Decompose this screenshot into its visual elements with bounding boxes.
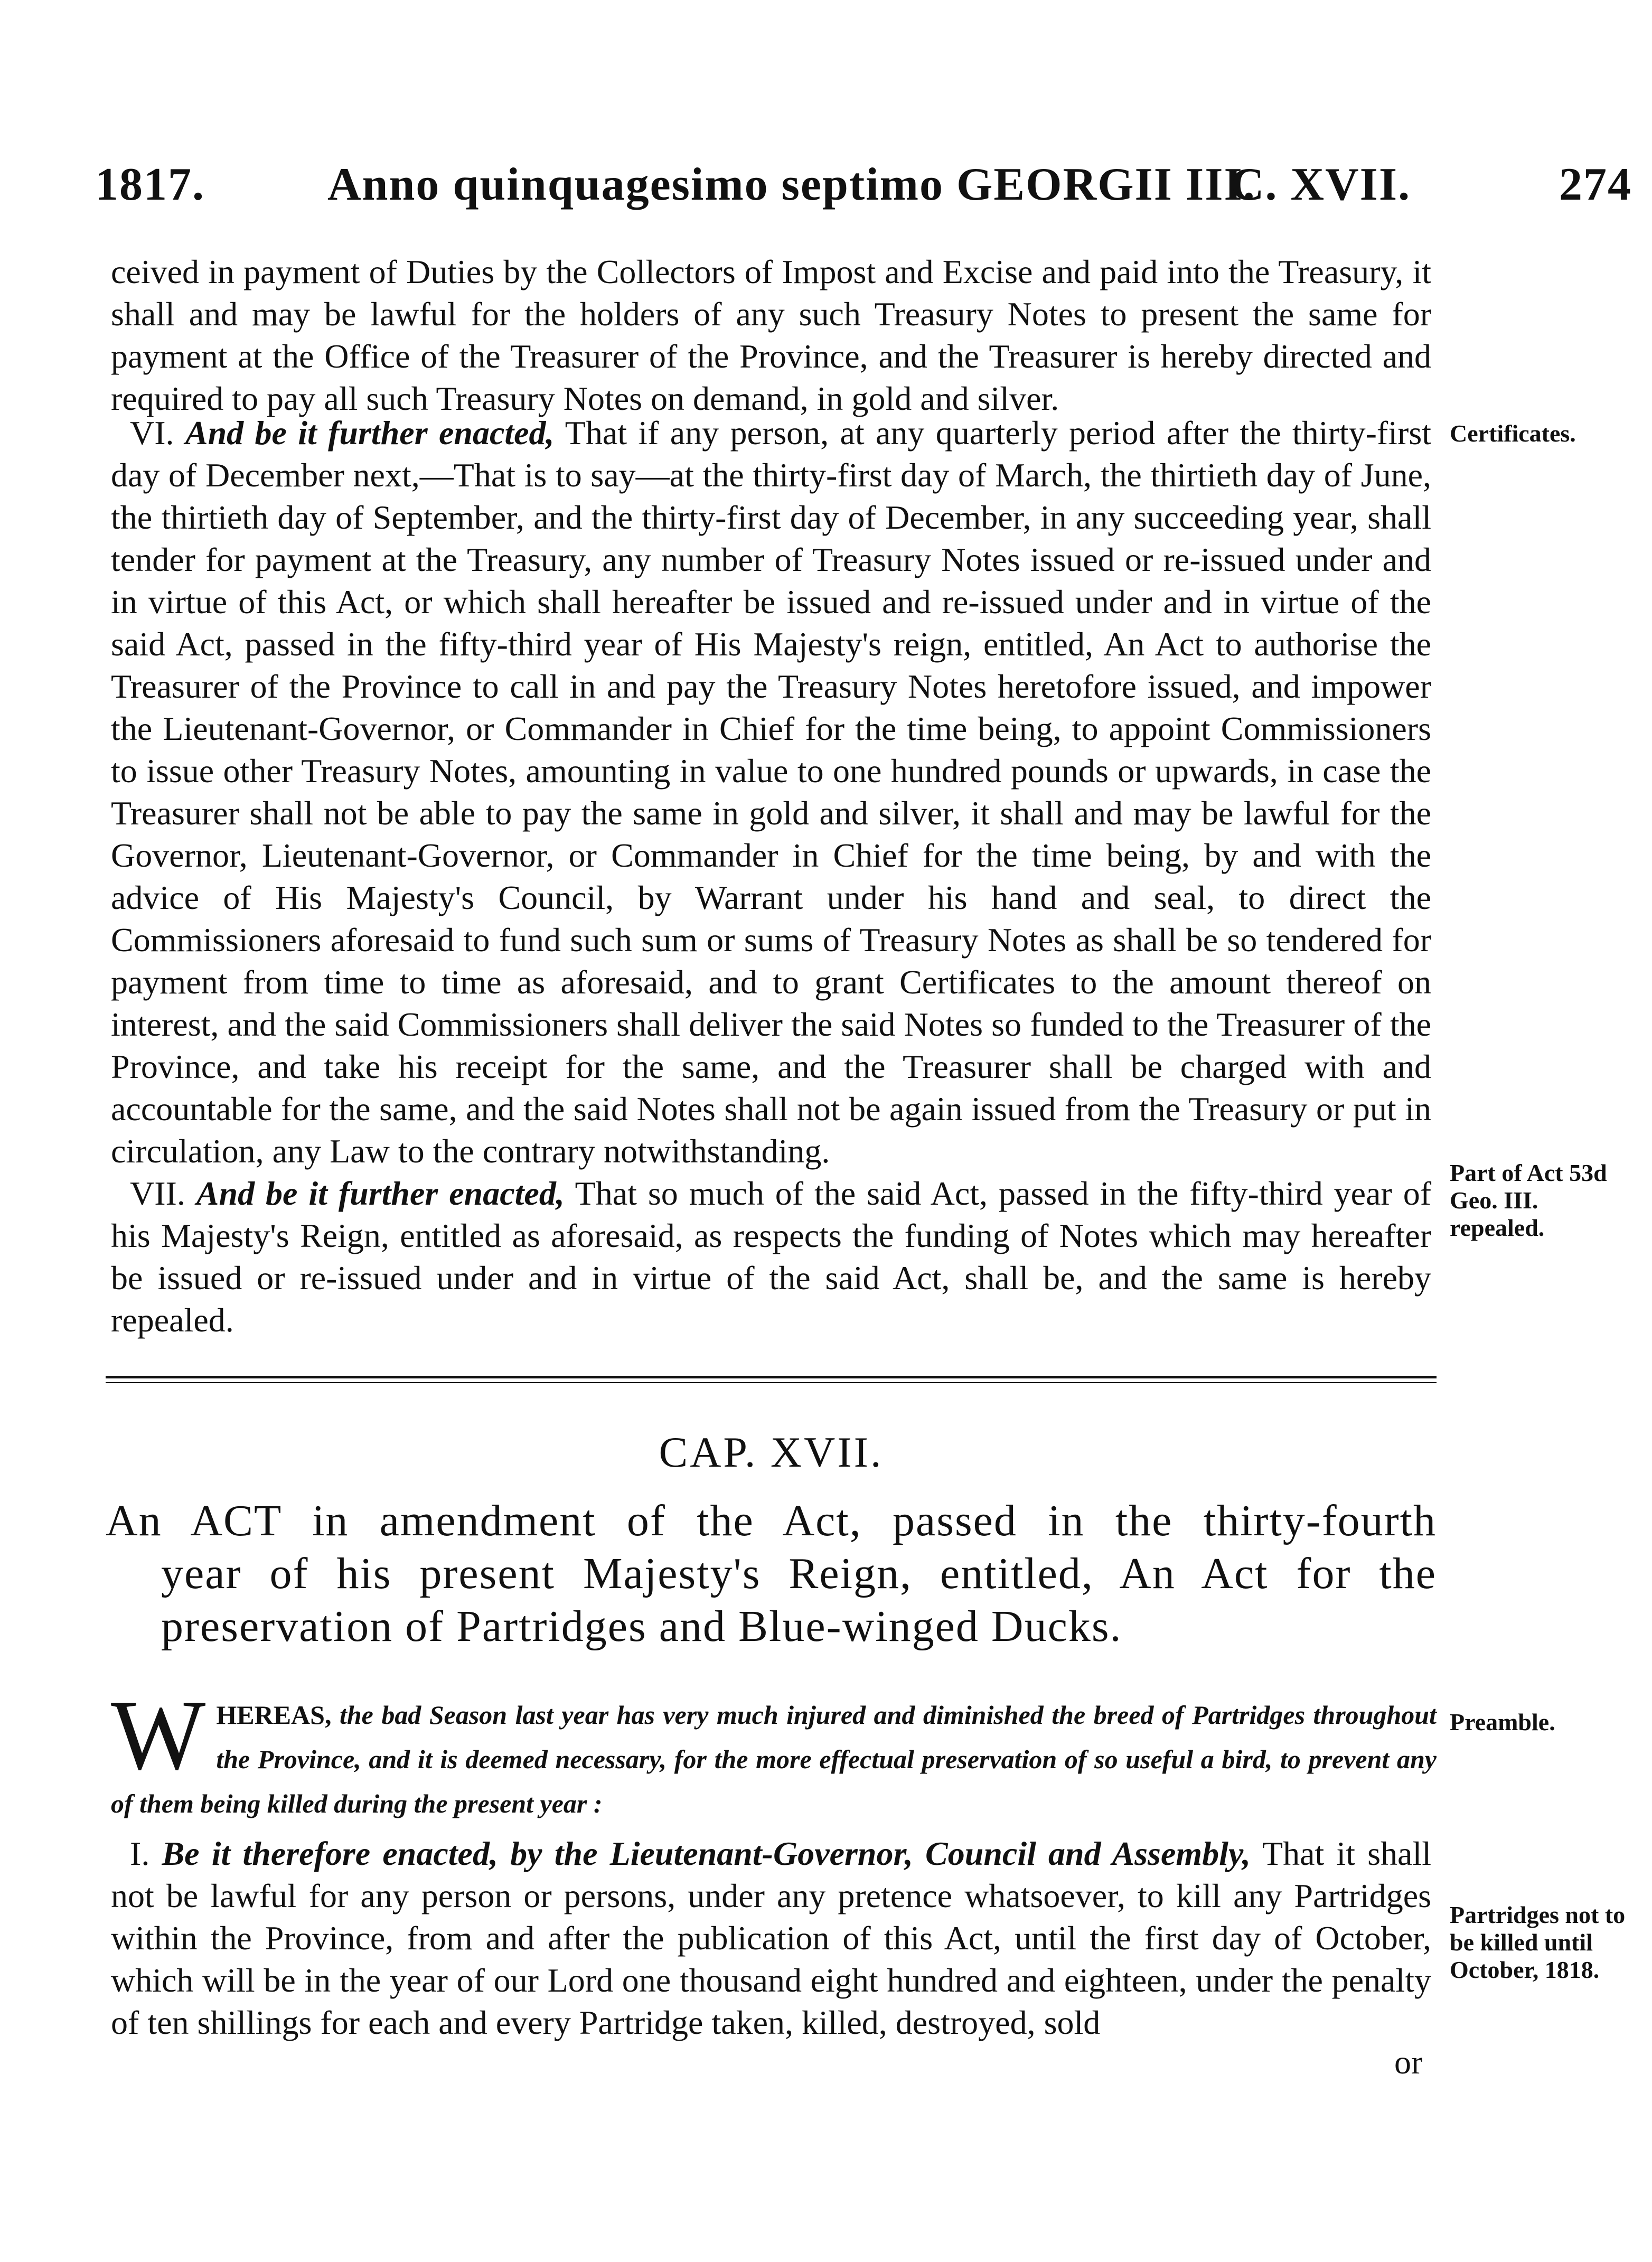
section-vii <box>111 1172 1431 1341</box>
section-vi <box>111 412 1431 1341</box>
margin-note-certificates: Certificates. <box>1450 420 1576 447</box>
section-text: That if any person, at any quarterly period after the thirty-first day of December next,—That is to say—at the thirty-first day of March, the thirtieth day of June, the thirtieth day of September, and the thirty-first day of December, in any succeeding year, shall tender for payment at the Treasury, any number of Treasury Notes issued or re-issued under and in virtue of this Act, or which shall hereafter be issued and re-issued under and in virtue of the said Act, passed in the fifty-third year of His Majesty's reign, entitled, An Act to authorise the Treasurer of the Province to call in and pay the Treasury Notes heretofore issued, and impower the Lieutenant-Governor, or Commander in Chief for the time being, to appoint Commissioners to issue other Treasury Notes, amounting in value to one hundred pounds or upwards, in case the Treasurer shall not be able to pay the same in gold and silver, it shall and may be lawful for the Governor, Lieutenant-Governor, or Commander in Chief for the time being, by and with the advice of His Majesty's Council, by Warrant under his hand and seal, to direct the Commissioners aforesaid to fund such sum or sums of Treasury Notes as shall be so tendered for payment from time to time as aforesaid, and to grant Certificates to the amount thereof on interest, and the said Commissioners shall deliver the said Notes so funded to the Treasurer of the Province, and take his receipt for the same, and the Treasurer shall be charged with and accountable for the same, and the said Notes shall not be again issued from the Treasury or put in circulation, any Law to the contrary notwithstanding. <box>111 414 1432 1170</box>
continued-paragraph <box>111 251 1431 420</box>
enacting-formula: Be it therefore enacted, by the Lieutenant-Governor, Council and Assembly, <box>162 1835 1251 1872</box>
page-number: 274 <box>1559 159 1632 210</box>
running-header <box>95 153 1632 217</box>
enacting-formula: And be it further enacted, <box>196 1175 565 1212</box>
section-divider <box>106 1376 1437 1383</box>
margin-note-part-of-act: Part of Act 53d Geo. III. repealed. <box>1450 1159 1607 1241</box>
margin-note-partridges: Partridges not to be killed until October, 1818. <box>1450 1901 1626 1983</box>
drop-cap: W <box>111 1680 206 1791</box>
act-title-line1: An ACT in amendment of the Act, passed in the thirty-fourth <box>106 1496 1437 1545</box>
act-title <box>106 1495 1437 1653</box>
section-number: I. <box>130 1835 150 1872</box>
section-text: That so much of the said Act, passed in the fifty-third year of his Majesty's Reign, entitled as aforesaid, as respects the funding of Notes which may hereafter be issued or re-issued under and in virtue of the said Act, shall be, and the same is hereby repealed. <box>111 1175 1432 1339</box>
section-number: VII. <box>130 1175 185 1212</box>
catchword: or <box>1394 2043 1423 2081</box>
header-title: Anno quinquagesimo septimo GEORGII III. <box>327 159 1256 210</box>
preamble-lead: HEREAS, <box>216 1700 332 1730</box>
section-number: VI. <box>130 414 174 452</box>
chapter-number: CAP. XVII. <box>659 1428 884 1476</box>
section-text: That it shall not be lawful for any person or persons, under any pretence whatsoever, to kill any Partridges within the Province, from and after the publication of this Act, until the first day of October, which will be in the year of our Lord one thousand eight hundred and eighteen, under the penalty of ten shillings for each and every Partridge taken, killed, destroyed, sold <box>111 1835 1432 2041</box>
preamble-text: the bad Season last year has very much injured and diminished the breed of Partridges throughout the Province, and it is deemed necessary, for the more effectual preservation of so useful a bird, to prevent any of them being killed during the present year : <box>111 1700 1437 1818</box>
act-title-rest: year of his present Majesty's Reign, entitled, An Act for the preservation of Partridges and Blue-winged Ducks. <box>161 1549 1437 1651</box>
header-chapter: C. XVII. <box>1231 159 1411 210</box>
enacting-formula: And be it further enacted, <box>185 414 555 452</box>
section-i <box>111 1833 1431 2044</box>
preamble <box>111 1680 1437 1826</box>
continued-text: ceived in payment of Duties by the Collectors of Impost and Excise and paid into the Treasury, it shall and may be lawful for the holders of any such Treasury Notes to present the same for payment at the Office of the Treasurer of the Province, and the Treasurer is hereby directed and required to pay all such Treasury Notes on demand, in gold and silver. <box>111 253 1431 417</box>
header-year: 1817. <box>95 159 205 210</box>
margin-note-preamble: Preamble. <box>1450 1709 1555 1735</box>
